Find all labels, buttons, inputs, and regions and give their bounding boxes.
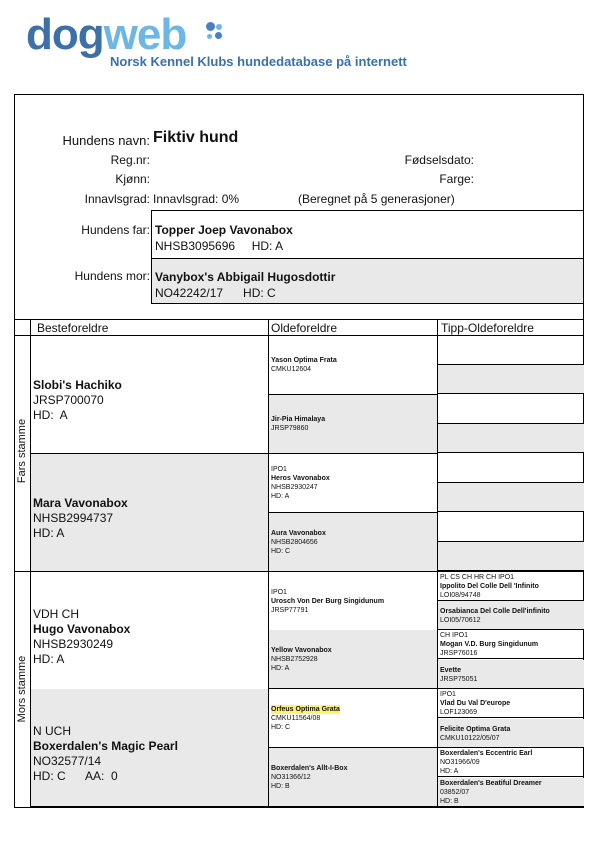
great-great-grandparent-cell-content: [440, 725, 510, 743]
great-grandparent-cell-content: [271, 646, 332, 673]
mothers-side-label: Mors stamme: [16, 655, 28, 723]
fathers-side-label: Fars stamme: [16, 418, 28, 484]
color-label: Farge:: [439, 172, 474, 186]
mothers-side-cell: [14, 571, 30, 807]
great-great-grandparent-cell[interactable]: [438, 542, 584, 571]
grandparent-cell[interactable]: [31, 689, 268, 807]
great-grandparent-cell-content: [271, 465, 330, 501]
ancestor-reg: NO31366/12: [271, 774, 311, 781]
ancestor-hd: HD: A: [271, 493, 290, 500]
ancestor-title: IPO1: [440, 691, 456, 698]
grandparent-cell[interactable]: [31, 454, 268, 572]
ancestor-hd: HD: A: [271, 665, 290, 672]
ancestor-name: Aura Vavonabox: [271, 530, 326, 537]
great-grandparent-cell-content: [271, 588, 384, 615]
logo-part-dog: dog: [26, 10, 104, 59]
ancestor-name: Boxerdalen's Magic Pearl: [33, 739, 178, 753]
ancestor-hd: HD: C: [271, 548, 291, 555]
ancestor-name: Heros Vavonabox: [271, 475, 330, 482]
great-grandparent-cell-content: [271, 529, 326, 556]
ancestor-name: Boxerdalen's Allt-I-Box: [271, 765, 348, 772]
header-great-great-grandparents: Tipp-Oldeforeldre: [441, 321, 534, 335]
father-name: Topper Joep Vavonabox: [155, 223, 293, 237]
ancestor-name: Yason Optima Frata: [271, 357, 337, 364]
ancestor-reg: CMKU10122/05/07: [440, 735, 500, 742]
ancestor-reg: NHSB2752928: [271, 656, 318, 663]
mother-name: Vanybox's Abbigail Hugosdottir: [155, 270, 336, 284]
birth-label: Fødselsdato:: [404, 153, 474, 167]
ancestor-reg: LOF123069: [440, 709, 477, 716]
great-great-grandparent-cell[interactable]: [438, 395, 584, 424]
great-great-grandparent-cell[interactable]: [438, 689, 584, 718]
great-great-grandparent-cell[interactable]: [438, 424, 584, 453]
ancestor-name: Vlad Du Val D'europe: [440, 700, 511, 707]
ancestor-name: Yellow Vavonabox: [271, 647, 332, 654]
grandparent-cell-content: [33, 496, 128, 541]
ancestor-name: Ippolito Del Colle Dell 'Infinito: [440, 583, 539, 590]
ancestor-reg: NHSB2804656: [271, 539, 318, 546]
ancestor-name: Hugo Vavonabox: [33, 622, 131, 636]
grandparent-cell[interactable]: [31, 336, 268, 454]
ancestor-hd: HD: A: [33, 652, 65, 666]
great-great-grandparent-cell-content: [440, 666, 477, 684]
mother-label: Hundens mor:: [74, 269, 150, 283]
great-grandparent-cell-content: [271, 415, 325, 433]
great-great-grandparent-cell[interactable]: [438, 365, 584, 394]
ancestor-name: Jir-Pia Himalaya: [271, 416, 326, 423]
great-grandparent-cell-content: [271, 705, 340, 732]
great-great-grandparent-cell[interactable]: [438, 483, 584, 512]
reg-label: Reg.nr:: [110, 153, 150, 167]
dog-name: Fiktiv hund: [153, 129, 239, 146]
mother-box[interactable]: [151, 258, 584, 304]
grandparent-cell[interactable]: [31, 572, 268, 690]
great-grandparent-cell[interactable]: [269, 630, 437, 689]
ancestor-reg: NHSB2930247: [271, 484, 318, 491]
grandparent-cell-content: [33, 378, 122, 423]
ancestor-title: IPO1: [271, 466, 287, 473]
ancestor-reg: LOI05/70612: [440, 617, 481, 624]
ancestor-hd: HD: C: [271, 724, 291, 731]
great-grandparent-cell[interactable]: [269, 748, 437, 807]
ancestor-name: Boxerdalen's Beatiful Dreamer: [440, 780, 542, 787]
great-great-grandparent-cell[interactable]: [438, 601, 584, 630]
ancestor-name: Slobi's Hachiko: [33, 378, 122, 392]
great-grandparent-cell-content: [271, 356, 337, 374]
ancestor-reg: JRSP79860: [271, 425, 309, 432]
inbreeding-label: Innavlsgrad:: [84, 192, 150, 206]
ancestor-name: Mogan V.D. Burg Singidunum: [440, 641, 539, 648]
great-great-grandparent-cell[interactable]: [438, 454, 584, 483]
great-great-grandparent-cell[interactable]: [438, 719, 584, 748]
mother-info: NO42242/17 HD: C: [155, 286, 276, 300]
ancestor-name: Mara Vavonabox: [33, 496, 128, 510]
great-great-grandparent-cell[interactable]: [438, 572, 584, 601]
ancestor-name: Boxerdalen's Eccentric Earl: [440, 750, 533, 757]
great-great-grandparent-cell[interactable]: [438, 630, 584, 659]
great-great-grandparent-cell-content: [440, 779, 542, 806]
ancestor-name: Evette: [440, 667, 462, 674]
ancestor-title: N UCH: [33, 724, 71, 738]
grandparent-cell-content: [33, 607, 130, 667]
logo-dots-icon: [204, 22, 226, 48]
great-great-grandparent-cell[interactable]: [438, 778, 584, 807]
ancestor-reg: JRSP700070: [33, 393, 104, 407]
ancestor-title: IPO1: [271, 589, 287, 596]
logo-wordmark: [26, 10, 186, 60]
inbreeding-note: (Beregnet på 5 generasjoner): [298, 192, 455, 206]
ancestor-hd: HD: C AA: 0: [33, 769, 118, 783]
great-great-grandparent-cell[interactable]: [438, 336, 584, 365]
ancestor-name: Orsabianca Del Colle Dell'infinito: [440, 608, 550, 615]
ancestor-title: CH IPO1: [440, 632, 469, 639]
great-great-grandparent-cell[interactable]: [438, 660, 584, 689]
ancestor-hd: HD: A: [33, 526, 65, 540]
header-great-grandparents: Oldeforeldre: [271, 321, 338, 335]
great-great-grandparent-cell-content: [440, 607, 550, 625]
ancestor-hd: HD: A: [440, 768, 459, 775]
logo-tagline: Norsk Kennel Klubs hundedatabase på internett: [110, 54, 407, 69]
father-label: Hundens far:: [81, 223, 150, 237]
ancestor-title: VDH CH: [33, 607, 80, 621]
ancestor-reg: LOI08/94748: [440, 592, 481, 599]
ancestor-reg: CMKU12604: [271, 366, 312, 373]
great-great-grandparent-cell[interactable]: [438, 513, 584, 542]
ancestor-reg: JRSP75051: [440, 676, 478, 683]
logo[interactable]: [26, 10, 446, 72]
ancestor-hd: HD: A: [33, 408, 68, 422]
ancestor-hd: HD: B: [440, 798, 459, 805]
great-grandparent-cell-content: [271, 764, 347, 791]
father-info: NHSB3095696 HD: A: [155, 239, 284, 253]
great-grandparent-cell[interactable]: [269, 689, 437, 748]
header-grandparents: Besteforeldre: [37, 321, 109, 335]
ancestor-name: Felicite Optima Grata: [440, 726, 511, 733]
ancestor-name: Orfeus Optima Grata: [271, 706, 340, 713]
great-grandparent-cell[interactable]: [269, 395, 437, 454]
ancestor-hd: HD: B: [271, 783, 290, 790]
ancestor-reg: CMKU11564/08: [271, 715, 321, 722]
ancestor-name: Urosch Von Der Burg Singidunum: [271, 598, 385, 605]
name-label: Hundens navn:: [62, 133, 150, 148]
inbreeding-value: Innavlsgrad: 0%: [153, 192, 240, 206]
great-grandparent-cell[interactable]: [269, 336, 437, 395]
ancestor-reg: NO31966/09: [440, 759, 480, 766]
great-grandparent-cell[interactable]: [269, 572, 437, 631]
ancestor-title: PL CS CH HR CH IPO1: [440, 574, 515, 581]
great-great-grandparent-cell-content: [440, 631, 538, 658]
great-great-grandparent-cell[interactable]: [438, 748, 584, 777]
ancestor-reg: NO32577/14: [33, 754, 102, 768]
sex-label: Kjønn:: [115, 172, 150, 186]
logo-part-web: web: [103, 10, 187, 59]
great-grandparent-cell[interactable]: [269, 454, 437, 513]
grandparent-cell-content: [33, 724, 178, 784]
header-top-line: [14, 319, 584, 320]
ancestor-reg: NHSB2930249: [33, 637, 114, 651]
ancestor-reg: 03852/07: [440, 789, 470, 796]
ancestor-reg: NHSB2994737: [33, 511, 114, 525]
great-great-grandparent-cell-content: [440, 690, 510, 717]
fathers-side-cell: [14, 335, 30, 571]
father-box[interactable]: [151, 210, 584, 259]
great-great-grandparent-cell-content: [440, 749, 532, 776]
ancestor-reg: JRSP76016: [440, 650, 478, 657]
ancestor-reg: JRSP77791: [271, 607, 309, 614]
great-grandparent-cell[interactable]: [269, 513, 437, 572]
